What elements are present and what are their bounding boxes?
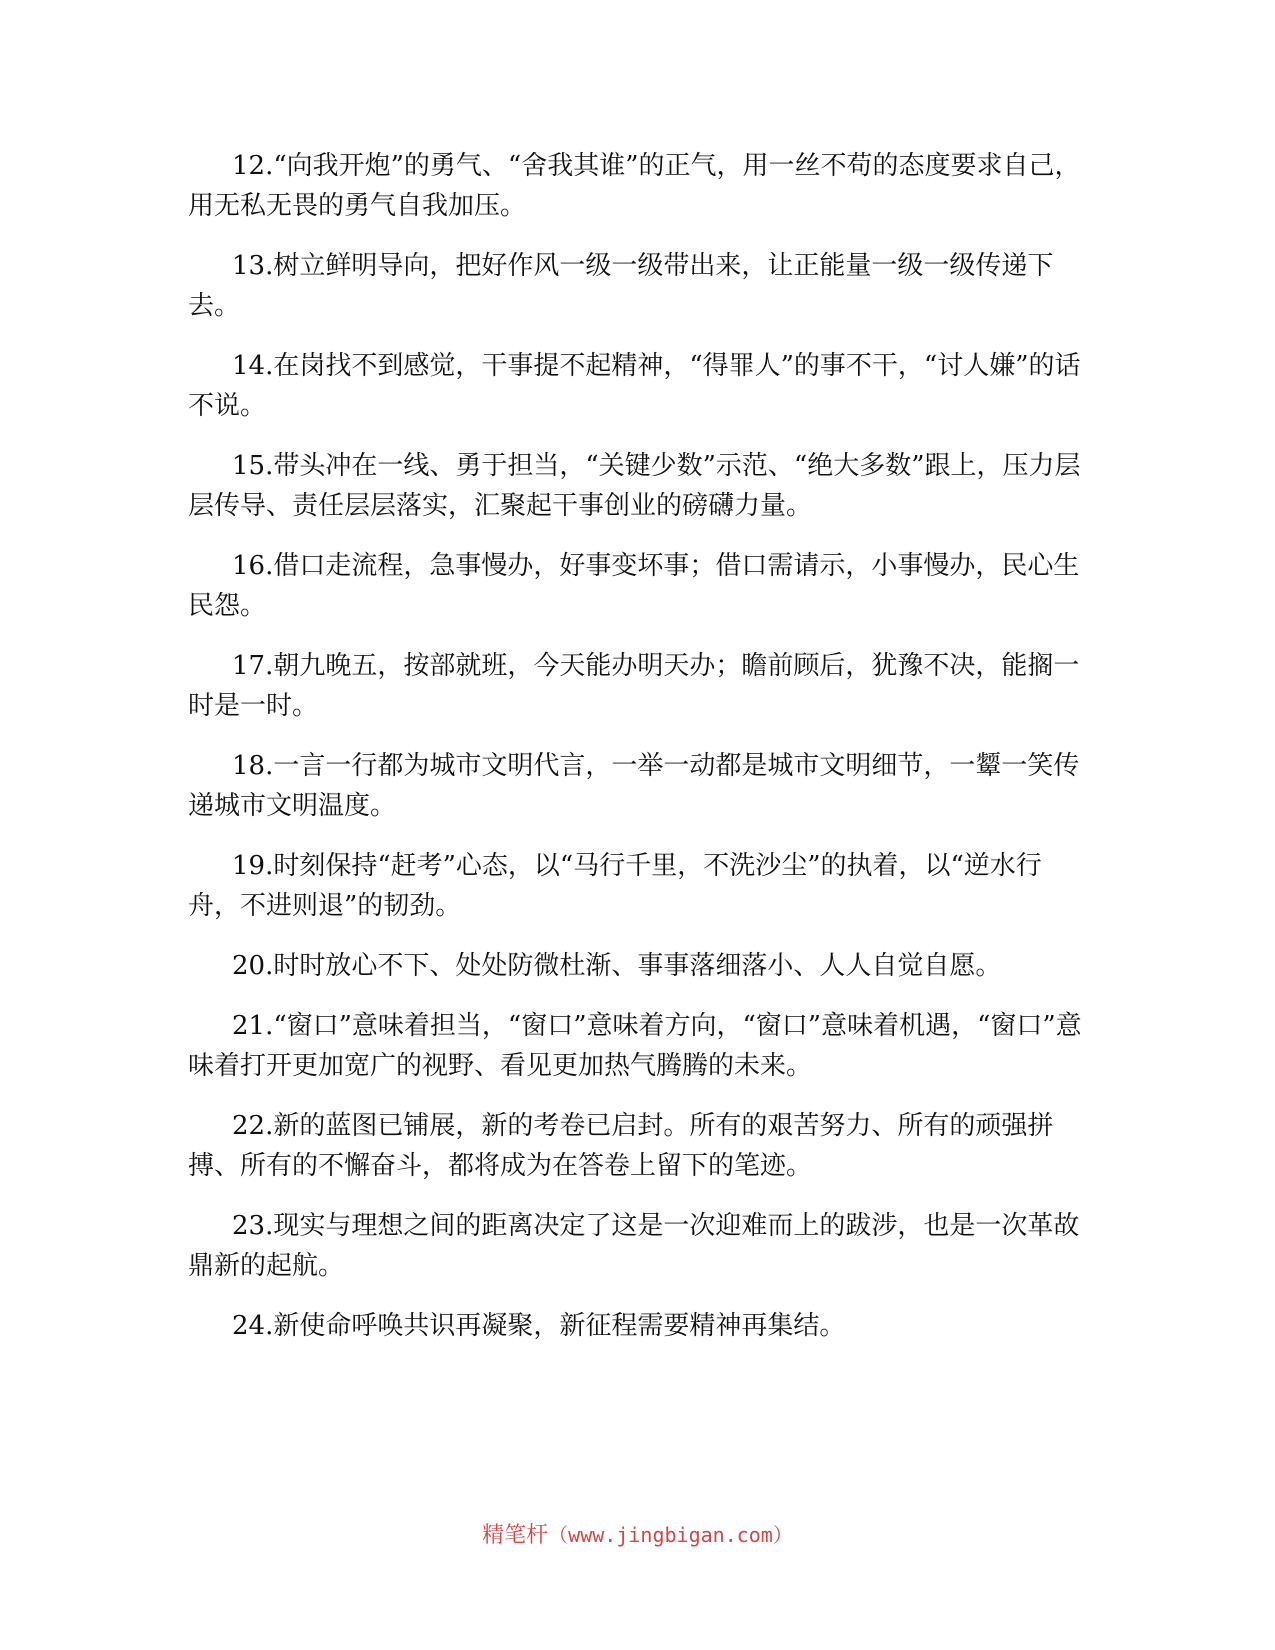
paragraph-17: 17.朝九晚五，按部就班，今天能办明天办；瞻前顾后，犹豫不决，能搁一时是一时。 [188,651,1080,721]
paragraph-19: 19.时刻保持“赶考”心态，以“马行千里，不洗沙尘”的执着，以“逆水行舟，不进则退”的韧劲。 [188,851,1042,921]
paragraph-20: 20.时时放心不下、处处防微杜渐、事事落细落小、人人自觉自愿。 [232,951,1002,981]
paragraph-14: 14.在岗找不到感觉，干事提不起精神，“得罪人”的事不干，“讨人嫌”的话不说。 [188,351,1081,421]
paragraph-23: 23.现实与理想之间的距离决定了这是一次迎难而上的跋涉，也是一次革故鼎新的起航。 [188,1211,1080,1281]
paragraph-21: 21.“窗口”意味着担当，“窗口”意味着方向，“窗口”意味着机遇，“窗口”意味着打开更加宽广的视野、看见更加热气腾腾的未来。 [188,1011,1082,1081]
footer-url-link[interactable]: （www.jingbigan.com） [548,1523,793,1547]
paragraph-24: 24.新使命呼唤共识再凝聚，新征程需要精神再集结。 [232,1311,846,1341]
paragraph-16: 16.借口走流程，急事慢办，好事变坏事；借口需请示，小事慢办，民心生民怨。 [188,551,1080,621]
page-footer [0,1520,1275,1551]
paragraph-12: 12.“向我开炮”的勇气、“舍我其谁”的正气，用一丝不苟的态度要求自己，用无私无畏的勇气自我加压。 [188,151,1081,221]
paragraph-22: 22.新的蓝图已铺展，新的考卷已启封。所有的艰苦努力、所有的顽强拼搏、所有的不懈奋斗，都将成为在答卷上留下的笔迹。 [188,1111,1054,1181]
paragraph-13: 13.树立鲜明导向，把好作风一级一级带出来，让正能量一级一级传递下去。 [188,251,1054,321]
document-body [188,146,1088,1366]
paragraph-15: 15.带头冲在一线、勇于担当，“关键少数”示范、“绝大多数”跟上，压力层层传导、责任层层落实，汇聚起干事创业的磅礴力量。 [188,451,1081,521]
paragraph-18: 18.一言一行都为城市文明代言，一举一动都是城市文明细节，一颦一笑传递城市文明温度。 [188,751,1080,821]
footer-site-name: 精笔杆 [482,1523,549,1548]
